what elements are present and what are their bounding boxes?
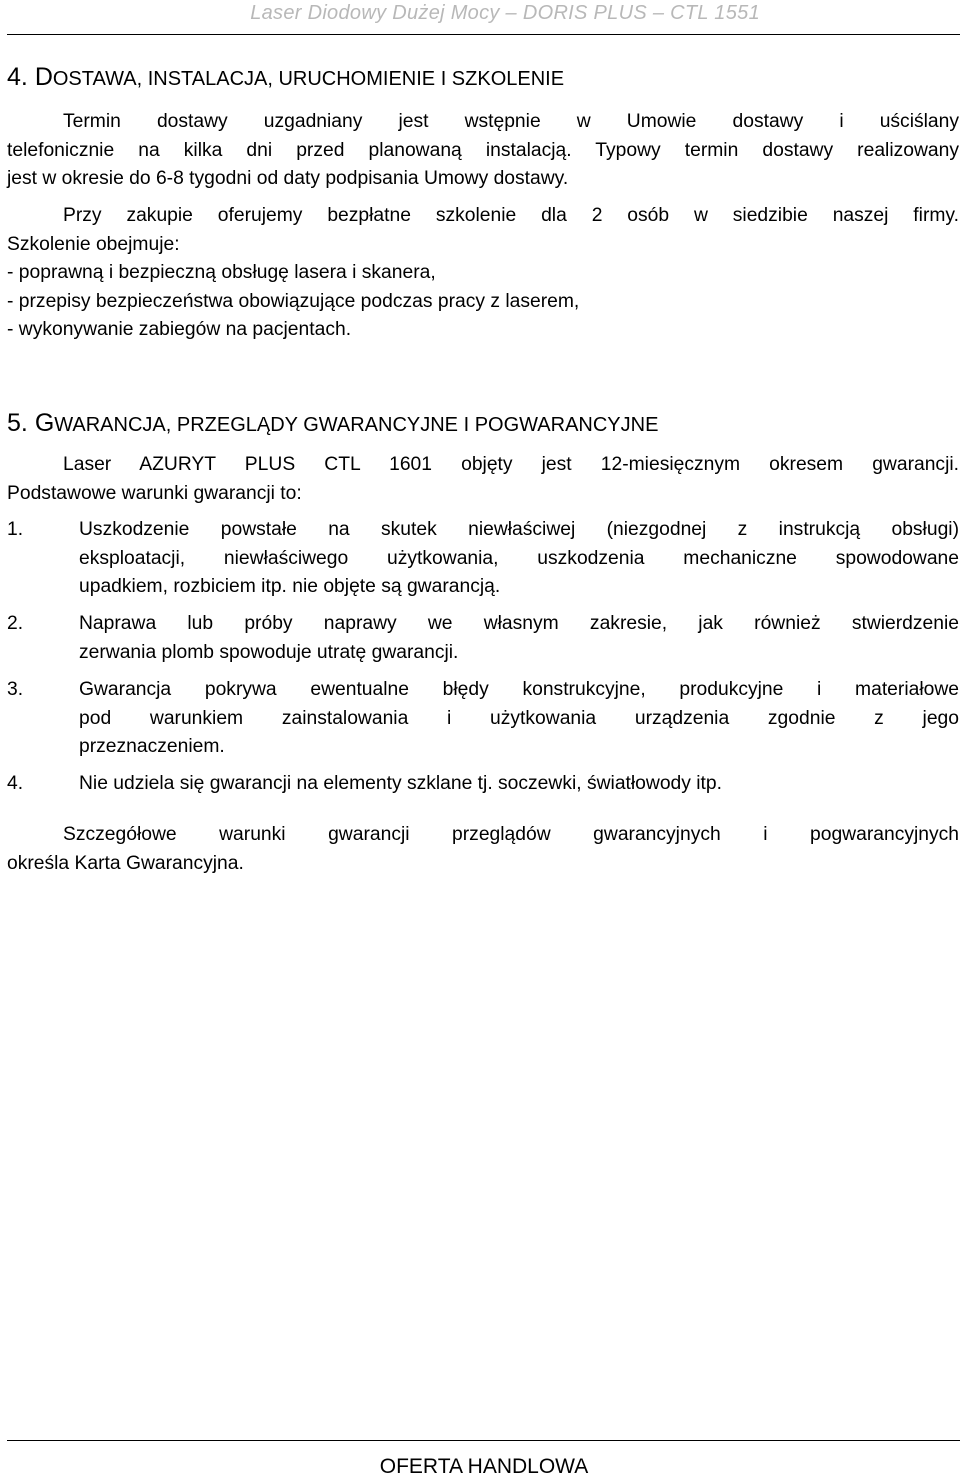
warranty-item-line: pod warunkiem zainstalowania i użytkowania urządzenia zgodnie z jego [79,707,959,729]
warranty-item-line: zerwania plomb spowoduje utratę gwarancji. [79,641,459,663]
delivery-line-1: Termin dostawy uzgadniany jest wstępnie w Umowie dostawy i uściślany [63,111,959,132]
warranty-intro-line-1: Laser AZURYT PLUS CTL 1601 objęty jest 12-miesięcznym okresem gwarancji. [63,454,959,475]
section-4-heading [7,62,564,94]
warranty-item-line: Uszkodzenie powstałe na skutek niewłaściwej (niezgodnej z instrukcją obsługi) [79,519,959,540]
warranty-item-line: eksploatacji, niewłaściwego użytkowania, uszkodzenia mechaniczne spowodowane [79,547,959,569]
training-item: - wykonywanie zabiegów na pacjentach. [7,319,352,340]
warranty-intro [7,451,959,508]
delivery-line-3: jest w okresie do 6-8 tygodni od daty podpisania Umowy dostawy. [7,168,569,189]
warranty-item-line: Gwarancja pokrywa ewentualne błędy konstrukcyjne, produkcyjne i materiałowe [79,679,959,700]
warranty-intro-line-2: Podstawowe warunki gwarancji to: [7,482,302,504]
training-line-1: Przy zakupie oferujemy bezpłatne szkolenie dla 2 osób w siedzibie naszej firmy. [63,205,959,226]
warranty-item-number: 1. [7,519,24,540]
warranty-item-number: 2. [7,613,24,634]
training-intro: Szkolenie obejmuje: [7,233,180,255]
warranty-item-number: 3. [7,679,24,700]
training-item: - poprawną i bezpieczną obsługę lasera i skanera, [7,262,436,283]
section-5-title-initial: G [34,409,55,437]
section-4-title-rest: OSTAWA, INSTALACJA, URUCHOMIENIE I SZKOLENIE [52,68,565,90]
footer-label: OFERTA HANDLOWA [379,1455,589,1478]
training-item: - przepisy bezpieczeństwa obowiązujące podczas pracy z laserem, [7,290,580,312]
delivery-line-2: telefonicznie na kilka dni przed planowaną instalacją. Typowy termin dostawy realizowany [7,139,959,161]
section-4-number: 4. [7,63,28,91]
running-header: Laser Diodowy Dużej Mocy – DORIS PLUS – CTL 1551 [250,2,760,24]
warranty-item-line: Naprawa lub próby naprawy we własnym zakresie, jak również stwierdzenie [79,613,959,634]
warranty-item-line: przeznaczeniem. [79,736,225,757]
training-paragraph [7,202,959,345]
warranty-item [79,516,959,602]
warranty-closing [7,821,959,878]
footer-rule [7,1440,960,1441]
warranty-item-line: upadkiem, rozbiciem itp. nie objęte są gwarancją. [79,576,501,597]
section-5-number: 5. [7,409,28,437]
warranty-item-line: Nie udziela się gwarancji na elementy szklane tj. soczewki, światłowody itp. [79,773,722,794]
warranty-closing-line-2: określa Karta Gwarancyjna. [7,852,244,874]
section-5-heading [7,408,658,440]
warranty-item-number: 4. [7,773,24,794]
warranty-item [79,610,959,667]
header-rule [7,34,960,35]
section-5-title-rest: WARANCJA, PRZEGLĄDY GWARANCYJNE I POGWARANCYJNE [54,414,659,436]
warranty-closing-line-1: Szczegółowe warunki gwarancji przeglądów gwarancyjnych i pogwarancyjnych [63,824,959,845]
section-4-title-initial: D [34,63,53,91]
warranty-item [79,676,959,762]
delivery-paragraph [7,108,959,194]
warranty-item [79,770,959,799]
